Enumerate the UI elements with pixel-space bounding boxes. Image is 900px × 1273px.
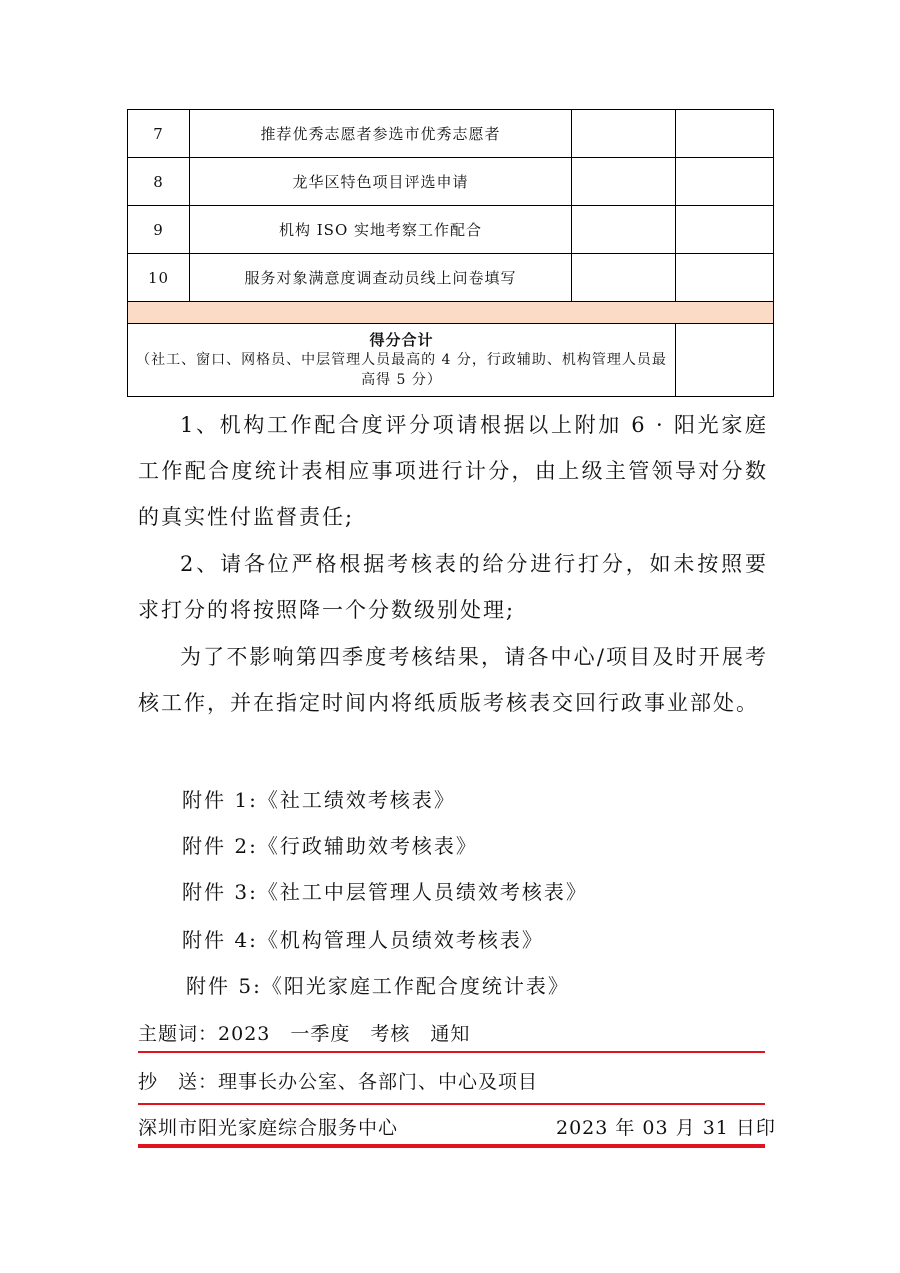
row-number: 8 bbox=[128, 158, 190, 206]
paragraph-2: 2、请各位严格根据考核表的给分进行打分，如未按照要求打分的将按照降一个分数级别处理; bbox=[138, 552, 768, 622]
red-rule-bottom bbox=[138, 1144, 765, 1148]
cc-label: 抄 送： bbox=[138, 1071, 219, 1093]
row-number: 10 bbox=[128, 254, 190, 302]
attachment-1: 附件 1:《社工绩效考核表》 bbox=[182, 788, 456, 812]
subject-line bbox=[138, 1021, 470, 1047]
org-name: 深圳市阳光家庭综合服务中心 bbox=[138, 1117, 399, 1139]
total-label-cell bbox=[128, 324, 676, 397]
table-row bbox=[128, 110, 774, 158]
cc-value: 理事长办公室、各部门、中心及项目 bbox=[218, 1071, 539, 1093]
table-row bbox=[128, 206, 774, 254]
score-cell bbox=[676, 158, 774, 206]
row-item: 机构 ISO 实地考察工作配合 bbox=[190, 206, 572, 254]
band-cell bbox=[128, 302, 774, 324]
attachment-3: 附件 3:《社工中层管理人员绩效考核表》 bbox=[182, 880, 588, 904]
red-rule-middle bbox=[138, 1103, 765, 1105]
paragraph-3: 为了不影响第四季度考核结果，请各中心/项目及时开展考核工作，并在指定时间内将纸质版考核表交回行政事业部处。 bbox=[138, 645, 768, 715]
row-item: 推荐优秀志愿者参选市优秀志愿者 bbox=[190, 110, 572, 158]
row-number: 7 bbox=[128, 110, 190, 158]
score-cell bbox=[676, 110, 774, 158]
score-table bbox=[127, 109, 774, 397]
attachment-5: 附件 5:《阳光家庭工作配合度统计表》 bbox=[186, 974, 570, 998]
score-cell bbox=[572, 254, 676, 302]
score-cell bbox=[572, 158, 676, 206]
row-item: 服务对象满意度调查动员线上问卷填写 bbox=[190, 254, 572, 302]
total-score-cell bbox=[676, 324, 774, 397]
score-cell bbox=[676, 254, 774, 302]
attachment-2: 附件 2:《行政辅助效考核表》 bbox=[182, 834, 478, 858]
subject-terms: 2023 一季度 考核 通知 bbox=[218, 1023, 471, 1045]
score-cell bbox=[572, 206, 676, 254]
print-date: 2023 年 03 月 31 日印 bbox=[556, 1117, 776, 1139]
table-row bbox=[128, 158, 774, 206]
score-cell bbox=[572, 110, 676, 158]
total-row bbox=[128, 324, 774, 397]
row-item: 龙华区特色项目评选申请 bbox=[190, 158, 572, 206]
score-cell bbox=[676, 206, 774, 254]
row-number: 9 bbox=[128, 206, 190, 254]
paragraph-1: 1、机构工作配合度评分项请根据以上附加 6 · 阳光家庭工作配合度统计表相应事项进行计分，由上级主管领导对分数的真实性付监督责任; bbox=[138, 413, 768, 529]
red-rule-top bbox=[138, 1051, 765, 1053]
section-band bbox=[128, 302, 774, 324]
subject-label: 主题词： bbox=[138, 1023, 219, 1045]
total-title: 得分合计 bbox=[369, 331, 434, 349]
total-note: （社工、窗口、网格员、中层管理人员最高的 4 分，行政辅助、机构管理人员最高得 5 分） bbox=[136, 352, 667, 388]
cc-line bbox=[138, 1069, 538, 1095]
attachment-4: 附件 4:《机构管理人员绩效考核表》 bbox=[182, 928, 544, 952]
table-row bbox=[128, 254, 774, 302]
